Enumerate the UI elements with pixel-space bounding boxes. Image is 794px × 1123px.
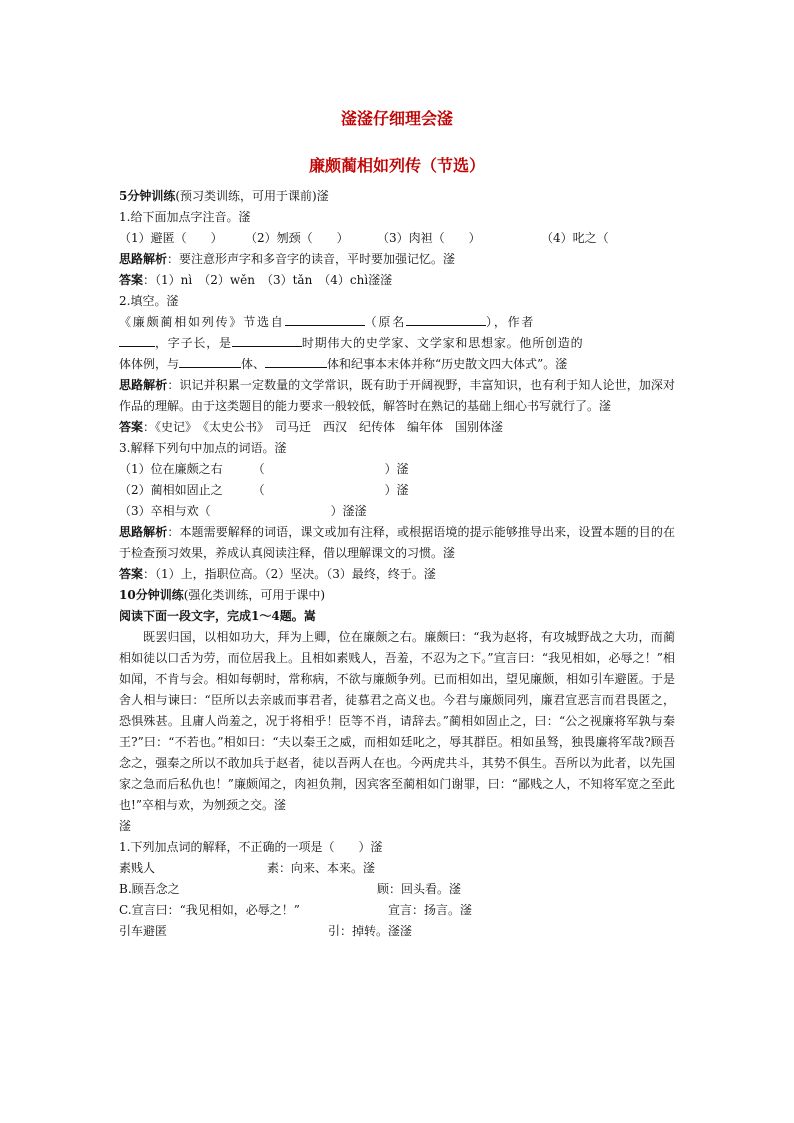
section-10min-heading [119, 585, 675, 606]
answer-blank [285, 313, 365, 326]
reading-q1-option: 引车避匿 引：掉转。滏滏 [119, 924, 413, 938]
q2-answer: 答案：《史记》 《太史公书》 司马迁 西汉 纪传体 编年体 国别体滏 [119, 420, 504, 434]
section-note: (强化类训练，可用于课中) [183, 588, 326, 602]
q3-answer: 答案：（1）上，指职位高。（2）坚决。（3）最终，终于。滏 [119, 567, 436, 581]
q3-analysis: 思路解析：本题需要解释的词语，课文或加有注释，或根据语境的提示能够推导出来，设置本题的目的在于检查预习效果，养成认真阅读注释，借以理解课文的习惯。滏 [119, 525, 675, 560]
reading-q1-option: B.顾吾念之 顾：回头看。滏 [119, 882, 462, 896]
q1-analysis: 思路解析：要注意形声字和多音字的读音，平时要加强记忆。滏 [119, 252, 456, 266]
reading-q1-stem: 1.下列加点词的解释，不正确的一项是（ ）滏 [119, 840, 383, 854]
document-page [119, 106, 675, 942]
q2-line2: ，字子长，是 时期伟大的史学家、文学家和思想家。他所创造的 [119, 333, 675, 354]
section-note: (预习类训练，可用于课前)滏 [175, 189, 329, 203]
answer-blank [179, 355, 241, 368]
q1-item: （4）叱之（ [541, 231, 609, 245]
section-label: 5分钟训练 [119, 189, 176, 203]
answer-blank [265, 355, 327, 368]
reading-passage: 既罢归国，以相如功大，拜为上卿，位在廉颇之右。廉颇曰：“我为赵将，有攻城野战之大功，而蔺相如徒以口舌为劳，而位居我上。且相如素贱人，吾羞，不忍为之下。”宣言曰：“我见相如，必辱之！”相如闻，不肯与会。相如每朝时，常称病，不欲与廉颇争列。已而相如出，望见廉颇，相如引车避匿。于是舍人相与谏曰：“臣所以去亲戚而事君者，徒慕君之高义也。今君与廉颇同列，廉君宣恶言而君畏匿之，恐惧殊甚。且庸人尚羞之，况于将相乎！臣等不肖，请辞去。”蔺相如固止之，曰：“公之视廉将军孰与秦王?”曰：“不若也。”相如曰：“夫以秦王之威，而相如廷叱之，辱其群臣。相如虽驽，独畏廉将军哉?顾吾念之，强秦之所以不敢加兵于赵者，徒以吾两人在也。今两虎共斗，其势不俱生。吾所以为此者，以先国家之急而后私仇也！”廉颇闻之，肉袒负荆，因宾客至蔺相如门谢罪，曰：“鄙贱之人，不知将军宽之至此也!”卒相与欢，为刎颈之交。滏 [119, 630, 675, 812]
q1-items [119, 228, 675, 249]
q3-stem: 3.解释下列句中加点的词语。滏 [119, 441, 287, 455]
reading-intro: 阅读下面一段文字，完成1～4题。嵩 [119, 609, 316, 623]
spacer-mark: 滏 [119, 819, 132, 833]
answer-blank [119, 334, 155, 347]
document-subtitle: 廉颇蔺相如列传（节选） [308, 156, 485, 175]
q3-item: （1）位在廉颇之右 （ ）滏 [119, 462, 409, 476]
section-5min-heading [119, 186, 675, 207]
document-title: 滏滏仔细理会滏 [340, 109, 453, 128]
q2-line3: 体体例，与 体、 体和纪事本末体并称“历史散文四大体式”。滏 [119, 357, 568, 371]
q1-item: （2）刎颈（ ） [245, 231, 349, 245]
q1-item: （1）避匿（ ） [119, 231, 223, 245]
reading-q1-option: C.宣言曰：“我见相如，必辱之！” 宣言：扬言。滏 [119, 903, 473, 917]
q3-item: （3）卒相与欢（ ）滏滏 [119, 504, 367, 518]
q1-item: （3）肉袒（ ） [377, 231, 481, 245]
q1-answer: 答案：（1）nì （2）wěn （3）tǎn （4）chì滏滏 [119, 273, 393, 287]
answer-blank [406, 313, 486, 326]
q1-stem: 1.给下面加点字注音。滏 [119, 210, 251, 224]
reading-q1-option: 素贱人 素：向来、本来。滏 [119, 861, 376, 875]
q2-stem: 2.填空。滏 [119, 294, 179, 308]
answer-blank [232, 334, 302, 347]
q2-line1: 《廉颇蔺相如列传》节选自 （原名 ），作者 [119, 315, 536, 329]
section-label: 10分钟训练 [119, 588, 184, 602]
q2-analysis: 思路解析：识记并积累一定数量的文学常识，既有助于开阔视野，丰富知识，也有利于知人论世，加深对作品的理解。由于这类题目的能力要求一般较低，解答时在熟记的基础上细心书写就行了。滏 [119, 378, 675, 413]
q3-item: （2）蔺相如固止之 （ ）滏 [119, 483, 409, 497]
